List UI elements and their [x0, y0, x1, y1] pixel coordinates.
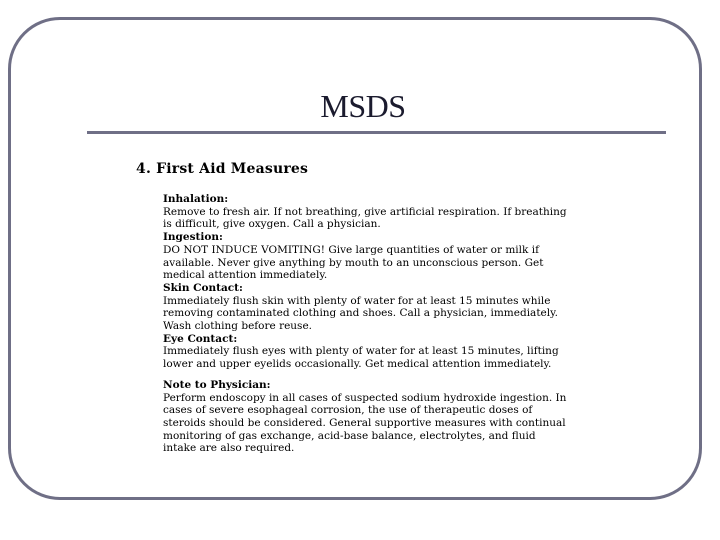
measure-label-text: Inhalation	[163, 193, 225, 205]
measure-ingestion	[163, 231, 583, 282]
label-colon: :	[266, 378, 271, 391]
measure-skin-contact	[163, 282, 583, 333]
measure-line: available. Never give anything by mouth to an unconscious person. Get	[163, 256, 544, 269]
measure-line: Remove to fresh air. If not breathing, give artificial respiration. If breathing	[163, 205, 567, 218]
measure-line: is difficult, give oxygen. Call a physician.	[163, 218, 381, 231]
label-colon: :	[239, 281, 243, 294]
section-heading: 4. First Aid Measures	[136, 161, 309, 177]
measure-eye-contact	[163, 333, 583, 371]
measure-line: Immediately flush eyes with plenty of water for at least 15 minutes, lifting	[163, 345, 559, 358]
measure-label-text: Skin Contact	[163, 281, 240, 294]
measure-line: intake are also required.	[163, 442, 295, 455]
measure-line: medical attention immediately.	[163, 269, 328, 282]
title-divider	[87, 131, 666, 134]
measure-label	[163, 282, 583, 295]
measure-line: Wash clothing before reuse.	[163, 320, 312, 333]
label-colon: :	[233, 332, 238, 345]
measure-note-to-physician	[163, 379, 583, 455]
measure-label-text: Eye Contact	[163, 332, 234, 345]
label-colon: :	[224, 193, 229, 205]
measure-inhalation	[163, 193, 583, 231]
measure-line: DO NOT INDUCE VOMITING! Give large quantities of water or milk if	[163, 243, 539, 256]
measure-line: lower and upper eyelids occasionally. Get medical attention immediately.	[163, 358, 552, 371]
measure-label	[163, 379, 583, 392]
measure-line: steroids should be considered. General supportive measures with continual	[163, 416, 566, 429]
measure-label	[163, 231, 583, 244]
label-colon: :	[218, 231, 223, 244]
measure-label-text: Note to Physician	[163, 378, 267, 391]
measure-label	[163, 193, 583, 206]
measure-line: Immediately flush skin with plenty of water for at least 15 minutes while	[163, 294, 551, 307]
measure-line: removing contaminated clothing and shoes. Call a physician, immediately.	[163, 307, 558, 320]
measure-label-text: Ingestion	[163, 231, 219, 244]
measure-line: cases of severe esophageal corrosion, the use of therapeutic doses of	[163, 404, 533, 417]
slide-title: MSDS	[320, 88, 406, 124]
measure-line: Perform endoscopy in all cases of suspected sodium hydroxide ingestion. In	[163, 391, 567, 404]
measure-line: monitoring of gas exchange, acid-base balance, electrolytes, and fluid	[163, 429, 536, 442]
measure-label	[163, 333, 583, 346]
section-gap	[163, 371, 583, 379]
first-aid-measures	[163, 193, 583, 455]
